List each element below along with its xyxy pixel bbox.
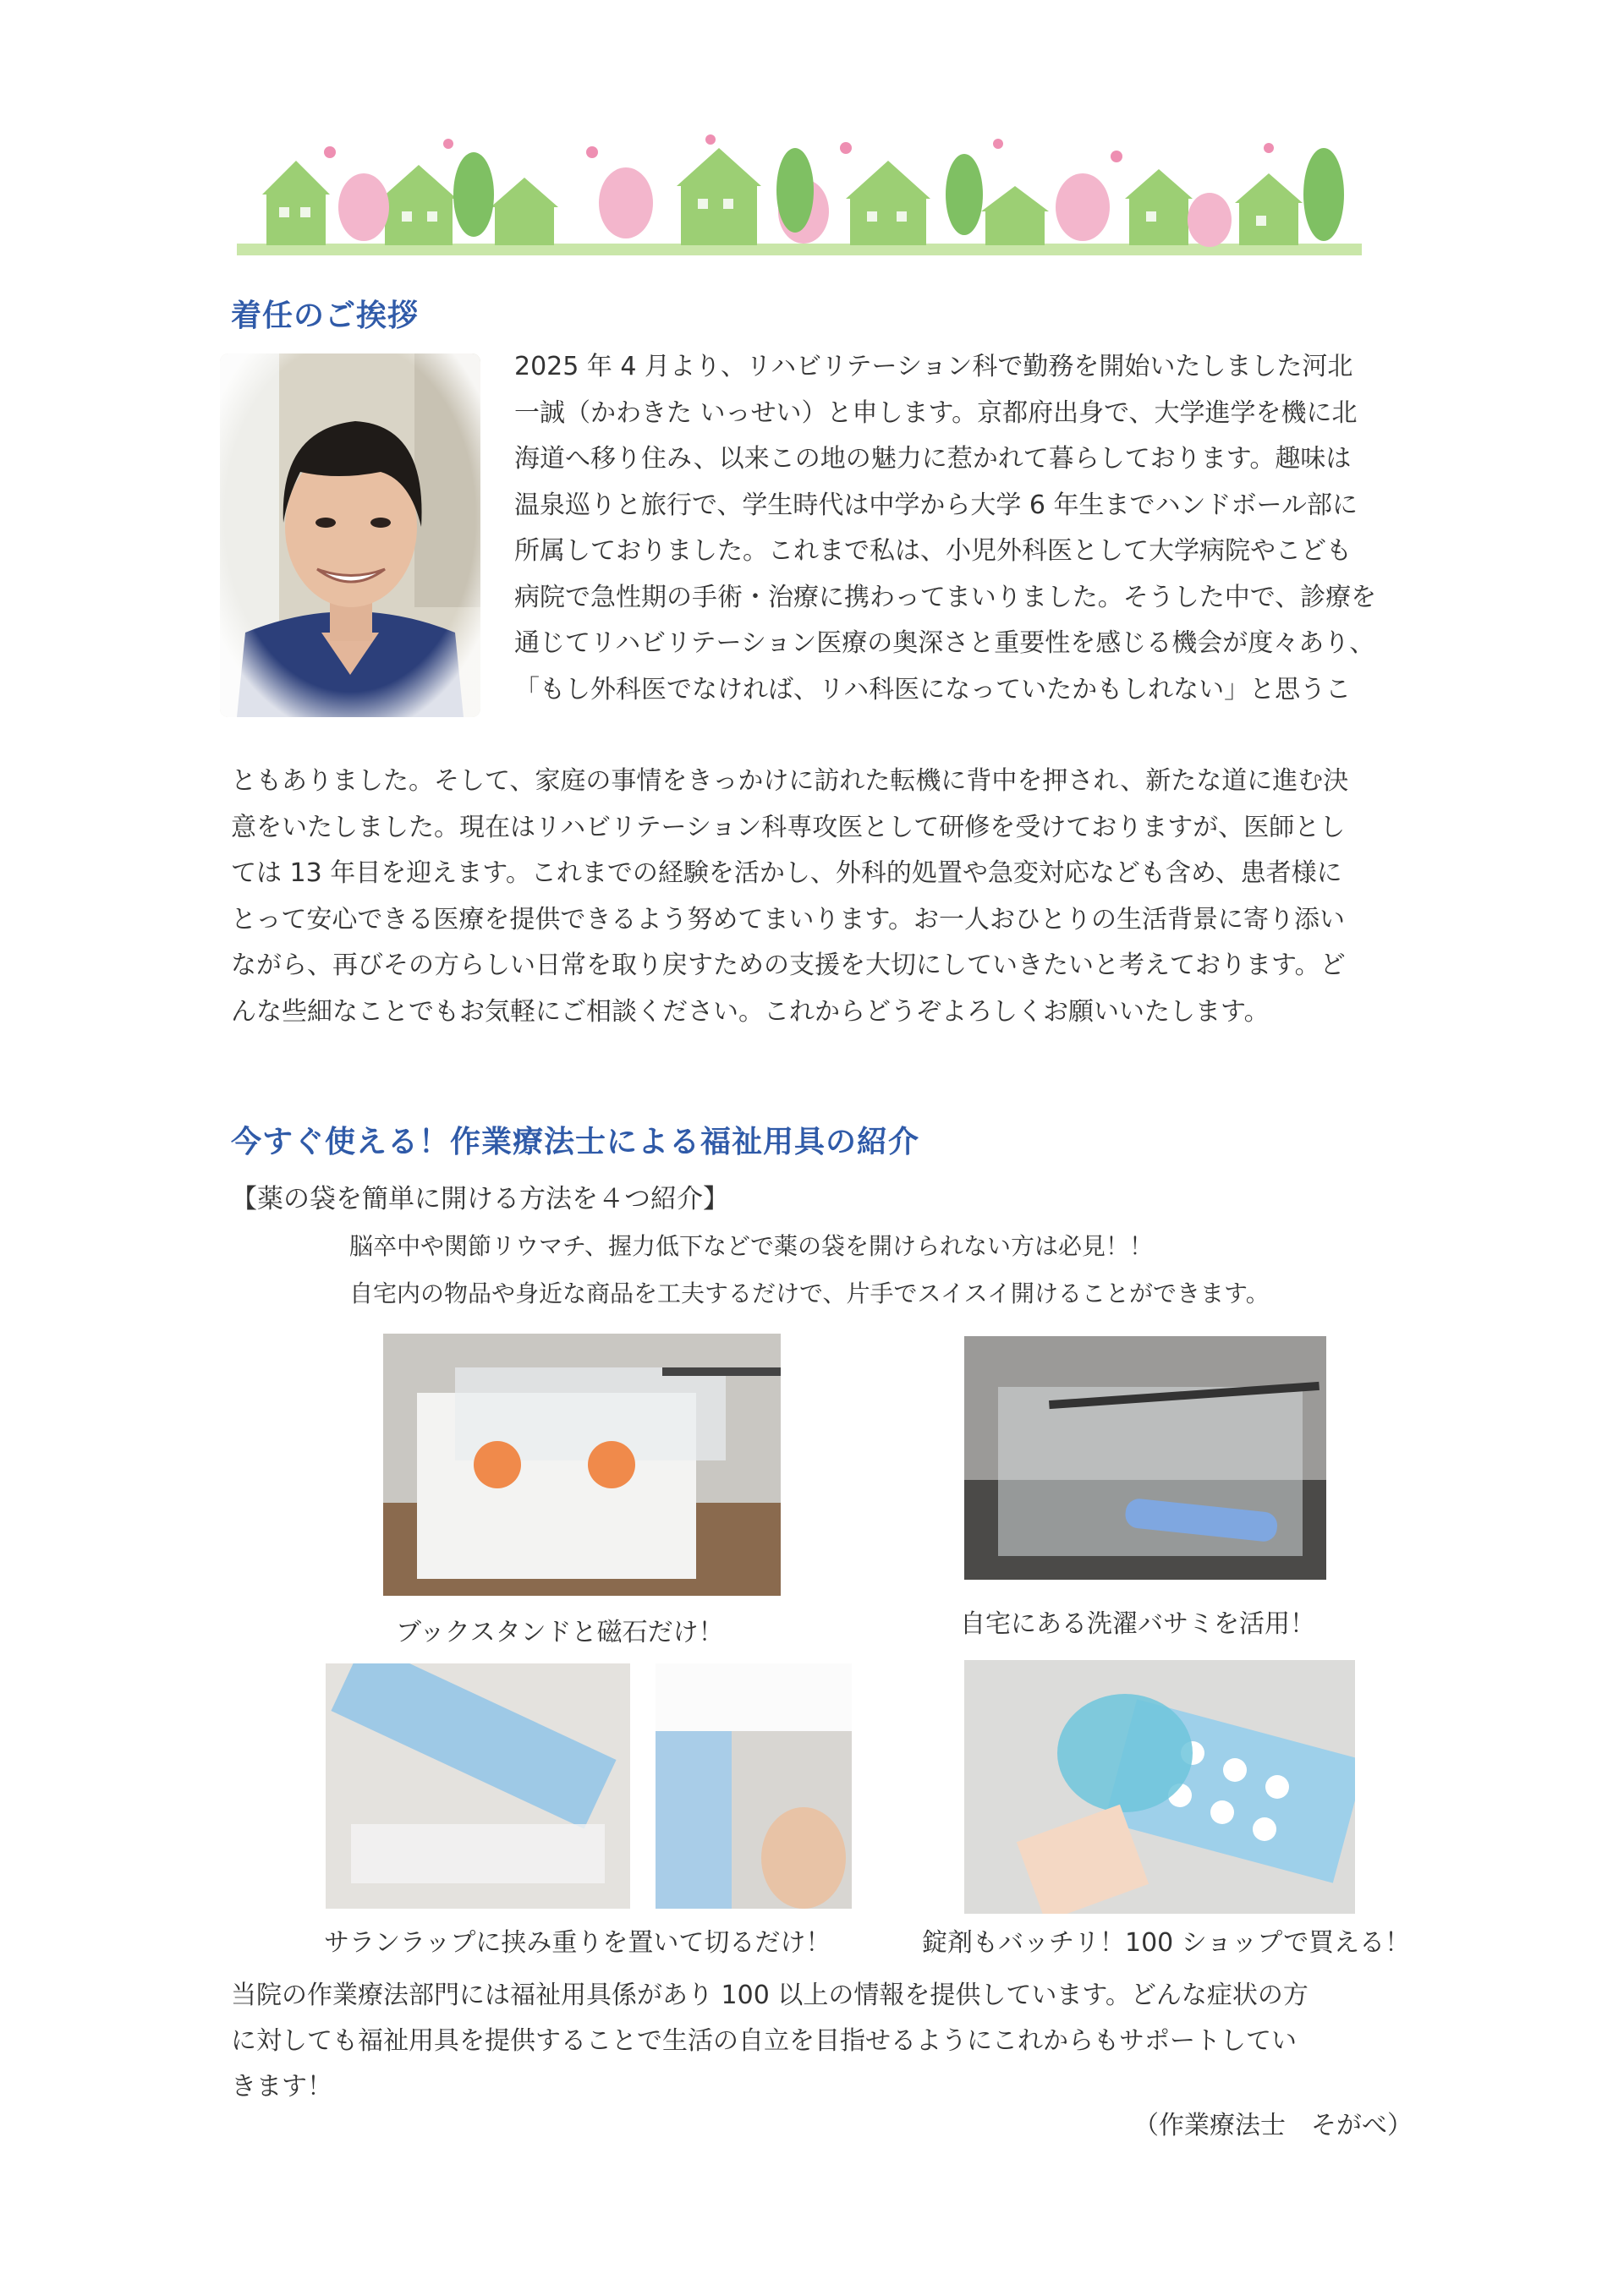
text-line: 温泉巡りと旅行で、学生時代は中学から大学 6 年生までハンドボール部に (514, 490, 1358, 520)
text-line: 脳卒中や関節リウマチ、握力低下などで薬の袋を開けられない方は必見！！ (349, 1232, 1154, 1260)
text-line: 海道へ移り住み、以来この地の魅力に惹かれて暮らしております。趣味は (514, 444, 1352, 474)
pill-caption: 錠剤もバッチリ！100 ショップで買える！ (922, 1928, 1411, 1958)
text-line: ては 13 年目を迎えます。これまでの経験を活かし、外科的処置や急変対応なども含め、患者様に (231, 858, 1342, 888)
tools-subtitle: 【薬の袋を簡単に開ける方法を４つ紹介】 (231, 1184, 729, 1214)
signature: （作業療法士 そがべ） (1133, 2111, 1413, 2140)
text-line: ながら、再びその方らしい日常を取り戻すための支援を大切にしていきたいと考えております。ど (231, 951, 1346, 980)
text-line: 所属しておりました。これまで私は、小児外科医として大学病院やこども (514, 536, 1352, 566)
bookstand-magnet-photo (383, 1334, 781, 1596)
doctor-portrait-photo (220, 353, 480, 717)
text-line: 自宅内の物品や身近な商品を工夫するだけで、片手でスイスイ開けることができます。 (349, 1280, 1270, 1307)
saran-caption: サランラップに挟み重りを置いて切るだけ！ (324, 1928, 831, 1958)
tools-closing-paragraph (231, 1973, 1309, 2110)
text-line: 病院で急性期の手術・治療に携わってまいりました。そうした中で、診療を (514, 582, 1377, 612)
text-line: とって安心できる医療を提供できるよう努めてまいります。お一人おひとりの生活背景に寄り添い (231, 904, 1345, 934)
text-line: きます！ (231, 2072, 332, 2101)
pill-opener-photo (964, 1660, 1355, 1914)
clothespin-caption: 自宅にある洗濯バサミを活用！ (960, 1609, 1315, 1639)
greeting-paragraph-full (231, 759, 1348, 1035)
text-line: ともありました。そして、家庭の事情をきっかけに訪れた転機に背中を押され、新たな道に進む決 (231, 766, 1349, 796)
tools-title: 今すぐ使える！作業療法士による福祉用具の紹介 (231, 1125, 920, 1159)
text-line: 意をいたしました。現在はリハビリテーション科専攻医として研修を受けておりますが、医師とし (231, 812, 1346, 842)
greeting-title: 着任のご挨拶 (231, 299, 420, 333)
saran-wrap-box-photo (326, 1663, 630, 1909)
text-line: んな些細なことでもお気軽にご相談ください。これからどうぞよろしくお願いいたします。 (231, 996, 1270, 1027)
saran-wrap-cutting-photo (656, 1663, 852, 1909)
text-line: に対しても福祉用具を提供することで生活の自立を目指せるようにこれからもサポートしてい (231, 2026, 1297, 2056)
houses-banner-illustration (237, 127, 1362, 266)
text-line: 通じてリハビリテーション医療の奥深さと重要性を感じる機会が度々あり、 (514, 628, 1375, 658)
text-line: 2025 年 4 月より、リハビリテーション科で勤務を開始いたしました河北 (514, 352, 1353, 381)
text-line: 一誠（かわきた いっせい）と申します。京都府出身で、大学進学を機に北 (514, 397, 1358, 428)
text-line: 当院の作業療法部門には福祉用具係があり 100 以上の情報を提供しています。どんな症状の方 (231, 1981, 1309, 2010)
greeting-paragraph-beside-photo (514, 344, 1376, 713)
tools-lead (349, 1223, 1270, 1318)
bookstand-caption: ブックスタンドと磁石だけ！ (396, 1618, 724, 1647)
text-line: 「もし外科医でなければ、リハ科医になっていたかもしれない」と思うこ (514, 674, 1352, 704)
clothespin-photo (964, 1336, 1326, 1580)
